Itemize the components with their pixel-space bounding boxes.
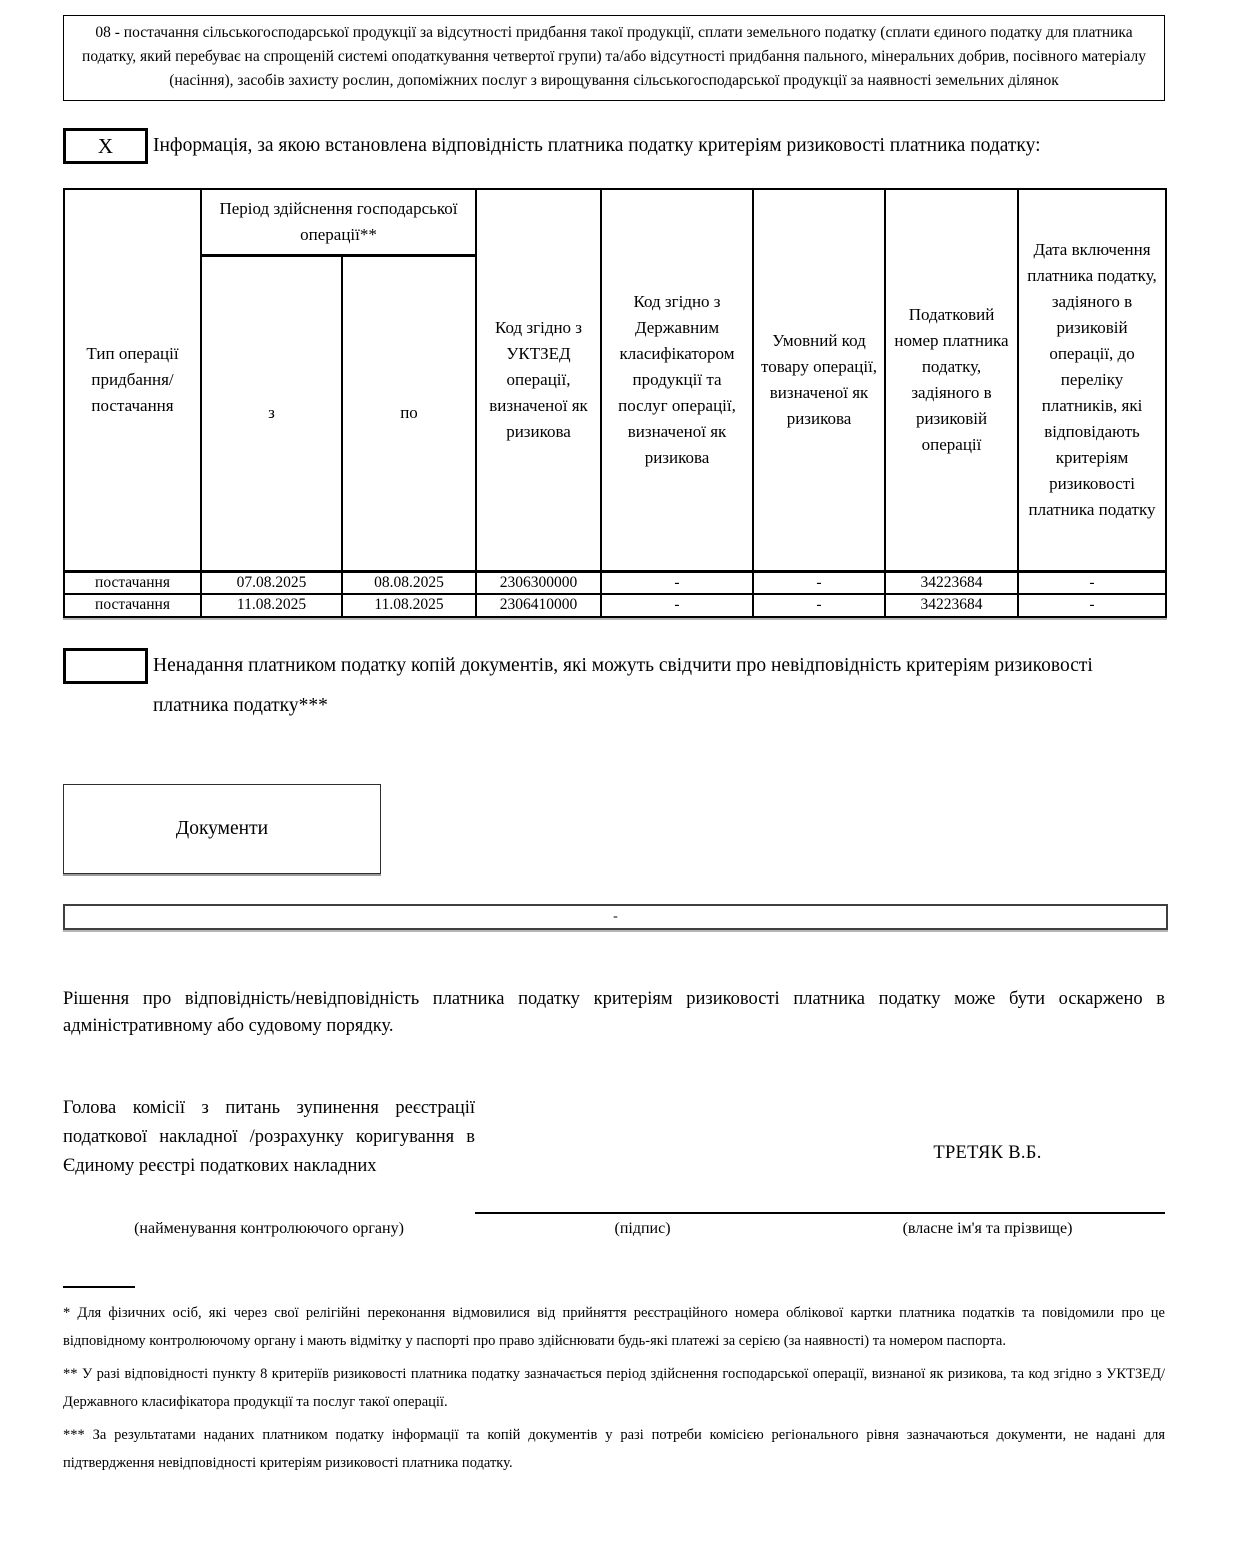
col-header-period-group: Період здійснення господарської операції** [201, 189, 476, 255]
criterion-08-description-text: 08 - постачання сільськогосподарської продукції за відсутності придбання такої продукції, сплати земельного податку (сплати єдиного податку для платника податку, який перебуває на спрощеній системі оподаткування четвертої групи) та/або відсутності придбання пального, мінеральних добрив, посівного матеріалу (насіння), засобів захисту рослин, допоміжних послуг з вирощування сільськогосподарської продукції за наявності земельних ділянок [82, 24, 1146, 89]
cell-conditional-code: - [753, 571, 885, 594]
risk-operations-table [63, 188, 1167, 618]
cell-tax-number: 34223684 [885, 594, 1018, 617]
cell-uktzed-code: 2306300000 [476, 571, 601, 594]
signature-block [63, 1094, 1165, 1214]
cell-inclusion-date: - [1018, 571, 1166, 594]
non-provision-checkbox[interactable] [63, 648, 148, 684]
cell-period-to: 11.08.2025 [342, 594, 476, 617]
risk-info-checkbox[interactable] [63, 128, 148, 164]
footnotes-section [63, 1286, 1165, 1477]
cell-state-classifier-code: - [601, 571, 753, 594]
footnote-2: ** У разі відповідності пункту 8 критеріїв ризиковості платника податку зазначається період здійснення господарської операції, визнаної як ризикова, та код згідно з УКТЗЕД/Державного класифікатора продукції та послуг такої операції. [63, 1366, 1165, 1410]
cell-inclusion-date: - [1018, 594, 1166, 617]
cell-tax-number: 34223684 [885, 571, 1018, 594]
col-header-conditional-code: Умовний код товару операції, визначеної як ризикова [753, 189, 885, 571]
cell-period-from: 07.08.2025 [201, 571, 342, 594]
col-header-uktzed-code: Код згідно з УКТЗЕД операції, визначеної як ризикова [476, 189, 601, 571]
sign-caption: (підпис) [614, 1220, 671, 1238]
cell-operation-type: постачання [64, 594, 201, 617]
risk-info-section [63, 126, 1165, 166]
footnote-separator [63, 1286, 135, 1288]
col-header-operation-type: Тип операції придбання/ постачання [64, 189, 201, 571]
documents-button-label: Документи [175, 818, 269, 840]
cell-conditional-code: - [753, 594, 885, 617]
cell-period-to: 08.08.2025 [342, 571, 476, 594]
footnote-1: * Для фізичних осіб, які через свої релігійні переконання відмовилися від прийняття реєстраційного номера облікової картки платника податків та повідомили про це відповідному контролюючому органу і мають відмітку у паспорті про право здійснювати будь-які платежі за серією (за наявності) та номером паспорта. [63, 1305, 1165, 1349]
col-header-period-from: з [201, 255, 342, 571]
signature-space [475, 1094, 810, 1212]
non-provision-section [63, 646, 1165, 726]
signer-name: ТРЕТЯК В.Б. [933, 1142, 1042, 1163]
col-header-inclusion-date: Дата включення платника податку, задіяного в ризиковій операції, до переліку платників, які відповідають критеріям ризиковості платника податку [1018, 189, 1166, 571]
col-header-tax-number: Податковий номер платника податку, задіяного в ризиковій операції [885, 189, 1018, 571]
non-provision-label: Ненадання платником податку копій документів, які можуть свідчити про невідповідність критеріям ризиковості платника податку*** [153, 655, 1093, 717]
criterion-08-description-box [63, 15, 1165, 101]
signature-captions [63, 1220, 1165, 1238]
cell-state-classifier-code: - [601, 594, 753, 617]
appeal-note: Рішення про відповідність/невідповідність платника податку критеріям ризиковості платника податку може бути оскаржено в адміністративному або судовому порядку. [63, 989, 1165, 1037]
cell-operation-type: постачання [64, 571, 201, 594]
authority-caption: (найменування контролюючого органу) [134, 1220, 404, 1238]
col-header-period-to: по [342, 255, 476, 571]
cell-uktzed-code: 2306410000 [476, 594, 601, 617]
signature-line [475, 1094, 1165, 1214]
risk-info-label: Інформація, за якою встановлена відповідність платника податку критеріям ризиковості платника податку: [153, 135, 1041, 156]
documents-value-text: - [613, 909, 618, 925]
documents-button[interactable] [63, 784, 381, 874]
documents-value-field[interactable] [63, 904, 1168, 930]
table-row [64, 571, 1166, 594]
risk-info-checkbox-mark: X [97, 133, 114, 158]
name-caption: (власне ім'я та прізвище) [902, 1220, 1073, 1238]
col-header-state-classifier-code: Код згідно з Державним класифікатором продукції та послуг операції, визначеної як ризикова [601, 189, 753, 571]
footnote-3: *** За результатами наданих платником податку інформації та копій документів у разі потреби комісією регіонального рівня зазначаються документи, не надані для підтвердження невідповідності критеріям ризиковості платника податку. [63, 1427, 1165, 1471]
authority-title: Голова комісії з питань зупинення реєстрації податкової накладної /розрахунку коригування в Єдиному реєстрі податкових накладних [63, 1098, 475, 1177]
cell-period-from: 11.08.2025 [201, 594, 342, 617]
table-row [64, 594, 1166, 617]
